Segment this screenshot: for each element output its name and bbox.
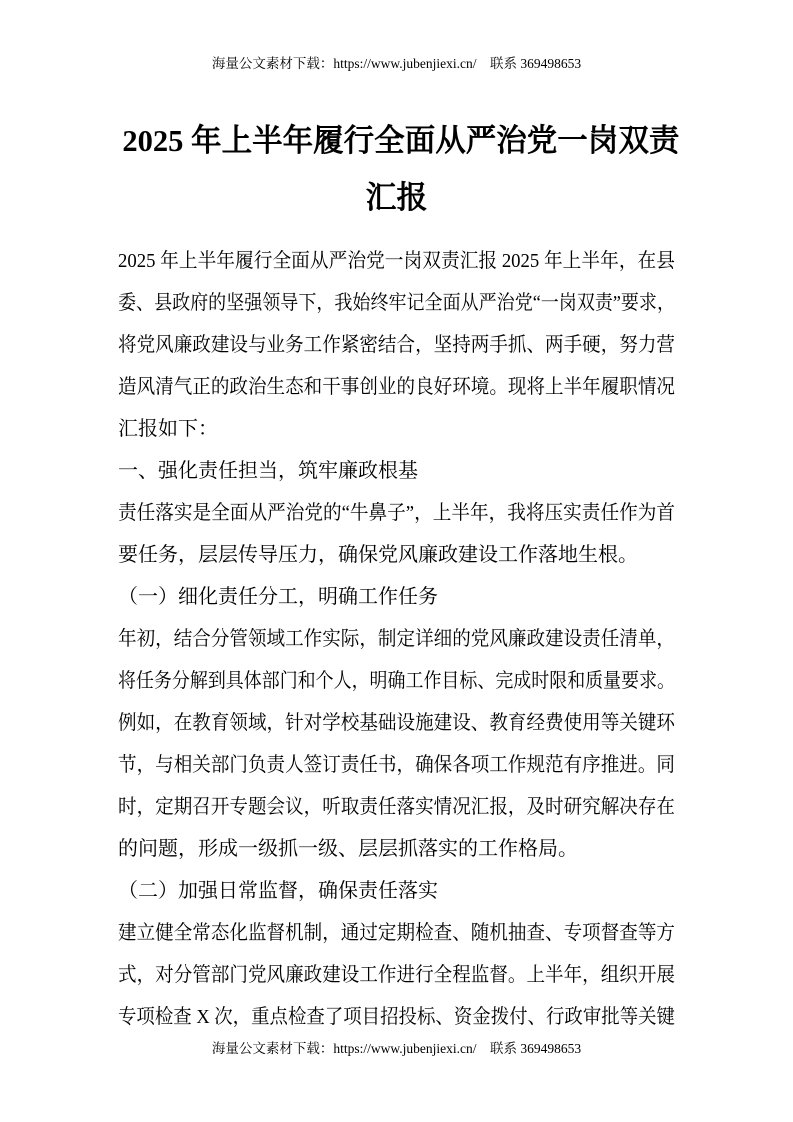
text-line: 一、强化责任担当，筑牢廉政根基 [118,460,418,482]
text-line: 年初，结合分管领域工作实际，制定详细的党风廉政建设责任清单， [118,628,675,650]
text-line: （一）细化责任分工，明确工作任务 [118,586,438,608]
text-line: 2025 年上半年履行全面从严治党一岗双责汇报 2025 年上半年，在县 [118,250,675,272]
text-line: 责任落实是全面从严治党的“牛鼻子”，上半年，我将压实责任作为首 [118,502,675,524]
text-line: 节，与相关部门负责人签订责任书，确保各项工作规范有序推进。同 [118,754,675,776]
paragraph [118,618,675,870]
text-line: 汇报如下： [118,418,218,440]
text-line: （二）加强日常监督，确保责任落实 [118,880,438,902]
page-header [0,53,793,75]
section-heading [118,576,675,618]
footer-text: 海量公文素材下载：https://www.jubenjiexi.cn/ 联系 369498653 [211,1041,582,1056]
text-line: 将党风廉政建设与业务工作紧密结合，坚持两手抓、两手硬，努力营 [118,334,675,356]
title-line: 汇报 [365,180,428,215]
text-line: 要任务，层层传导压力，确保党风廉政建设工作落地生根。 [118,544,638,566]
paragraph [118,240,675,450]
section-heading [118,870,675,912]
paragraph [118,492,675,576]
text-line: 例如，在教育领域，针对学校基础设施建设、教育经费使用等关键环 [118,712,675,734]
section-heading [118,450,675,492]
text-line: 式，对分管部门党风廉政建设工作进行全程监督。上半年，组织开展 [118,964,675,986]
page-footer [0,1038,793,1060]
paragraph [118,912,675,1038]
text-line: 委、县政府的坚强领导下，我始终牢记全面从严治党“一岗双责”要求， [118,292,675,314]
header-text: 海量公文素材下载：https://www.jubenjiexi.cn/ 联系 369498653 [211,56,582,71]
text-line: 的问题，形成一级抓一级、层层抓落实的工作格局。 [118,838,578,860]
text-line: 专项检查 X 次，重点检查了项目招投标、资金拨付、行政审批等关键 [118,1006,675,1028]
text-line: 将任务分解到具体部门和个人，明确工作目标、完成时限和质量要求。 [118,670,675,692]
text-line: 造风清气正的政治生态和干事创业的良好环境。现将上半年履职情况 [118,376,675,398]
title-line: 2025 年上半年履行全面从严治党一岗双责 [122,123,680,158]
text-line: 建立健全常态化监督机制，通过定期检查、随机抽查、专项督查等方 [118,922,675,944]
document-body [118,240,675,1038]
document-title [118,112,680,226]
text-line: 时，定期召开专题会议，听取责任落实情况汇报，及时研究解决存在 [118,796,675,818]
